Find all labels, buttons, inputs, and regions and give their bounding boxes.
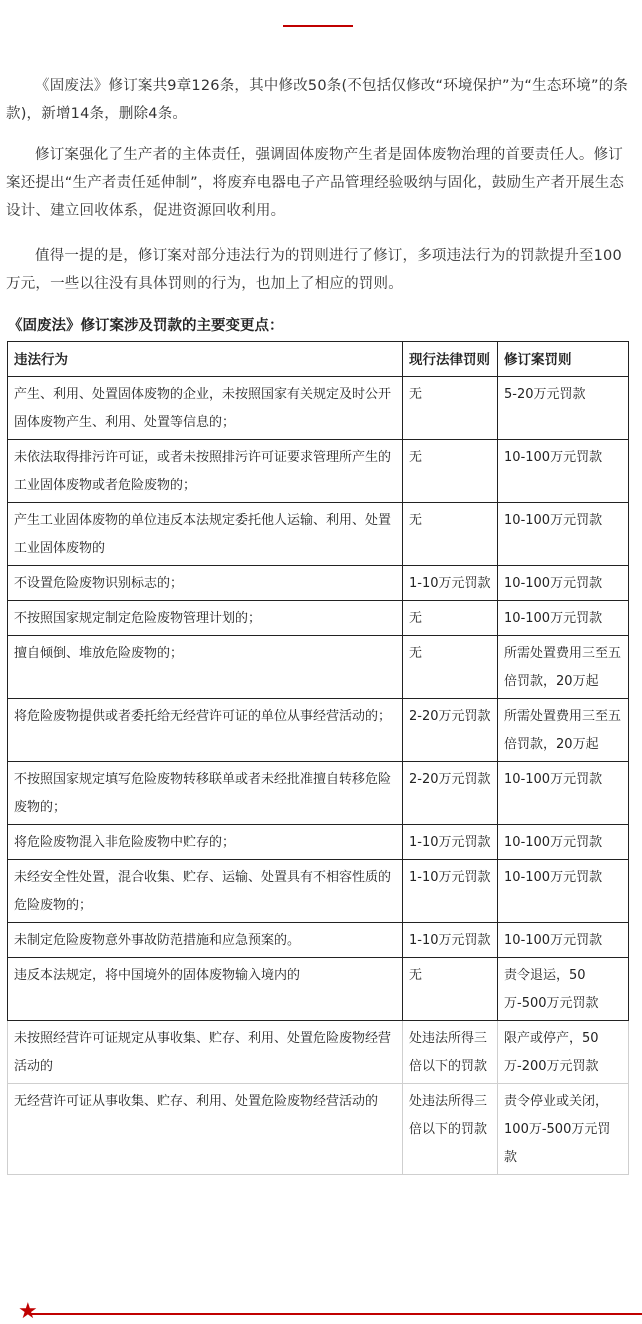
cell-revised-penalty: 限产或停产，50万-200万元罚款 <box>498 1021 629 1084</box>
cell-violation: 不设置危险废物识别标志的； <box>8 566 403 601</box>
cell-violation: 产生工业固体废物的单位违反本法规定委托他人运输、利用、处置工业固体废物的 <box>8 503 403 566</box>
header-revised-penalty: 修订案罚则 <box>498 342 629 377</box>
cell-violation: 违反本法规定，将中国境外的固体废物输入境内的 <box>8 958 403 1021</box>
cell-current-penalty: 1-10万元罚款 <box>402 860 497 923</box>
cell-violation: 擅自倾倒、堆放危险废物的； <box>8 636 403 699</box>
cell-revised-penalty: 责令停业或关闭，100万-500万元罚款 <box>498 1084 629 1175</box>
cell-current-penalty: 无 <box>402 440 497 503</box>
cell-revised-penalty: 10-100万元罚款 <box>498 601 629 636</box>
cell-revised-penalty: 10-100万元罚款 <box>498 566 629 601</box>
cell-current-penalty: 无 <box>402 601 497 636</box>
cell-revised-penalty: 10-100万元罚款 <box>498 860 629 923</box>
table-row <box>8 1021 629 1084</box>
table-row <box>8 699 629 762</box>
cell-current-penalty: 1-10万元罚款 <box>402 923 497 958</box>
table-row <box>8 503 629 566</box>
cell-current-penalty: 1-10万元罚款 <box>402 825 497 860</box>
cell-revised-penalty: 所需处置费用三至五倍罚款，20万起 <box>498 636 629 699</box>
cell-revised-penalty: 所需处置费用三至五倍罚款，20万起 <box>498 699 629 762</box>
cell-violation: 将危险废物混入非危险废物中贮存的； <box>8 825 403 860</box>
cell-current-penalty: 1-10万元罚款 <box>402 566 497 601</box>
header-current-penalty: 现行法律罚则 <box>402 342 497 377</box>
cell-violation: 未经安全性处置，混合收集、贮存、运输、处置具有不相容性质的危险废物的； <box>8 860 403 923</box>
table-row <box>8 825 629 860</box>
top-accent-line <box>283 25 353 27</box>
cell-revised-penalty: 5-20万元罚款 <box>498 377 629 440</box>
penalty-comparison-table <box>7 341 629 1175</box>
table-row <box>8 762 629 825</box>
bottom-accent-line <box>30 1313 642 1315</box>
cell-current-penalty: 处违法所得三倍以下的罚款 <box>402 1084 497 1175</box>
section-title: 《固废法》修订案涉及罚款的主要变更点： <box>8 317 284 334</box>
cell-revised-penalty: 10-100万元罚款 <box>498 762 629 825</box>
cell-current-penalty: 无 <box>402 636 497 699</box>
table-row <box>8 860 629 923</box>
cell-violation: 不按照国家规定制定危险废物管理计划的； <box>8 601 403 636</box>
cell-revised-penalty: 责令退运，50万-500万元罚款 <box>498 958 629 1021</box>
cell-revised-penalty: 10-100万元罚款 <box>498 440 629 503</box>
table-row <box>8 923 629 958</box>
cell-current-penalty: 处违法所得三倍以下的罚款 <box>402 1021 497 1084</box>
cell-current-penalty: 无 <box>402 958 497 1021</box>
intro-paragraph-1: 《固废法》修订案共9章126条，其中修改50条(不包括仅修改“环境保护”为“生态环境”的条款)，新增14条，删除4条。 <box>6 78 629 122</box>
cell-current-penalty: 2-20万元罚款 <box>402 762 497 825</box>
table-header-row <box>8 342 629 377</box>
table-row <box>8 377 629 440</box>
table-row <box>8 440 629 503</box>
table-row <box>8 958 629 1021</box>
intro-paragraph-2: 修订案强化了生产者的主体责任，强调固体废物产生者是固体废物治理的首要责任人。修订案还提出“生产者责任延伸制”，将废弃电器电子产品管理经验吸纳与固化，鼓励生产者开展生态设计、建立回收体系，促进资源回收利用。 <box>6 147 625 219</box>
cell-revised-penalty: 10-100万元罚款 <box>498 923 629 958</box>
cell-violation: 无经营许可证从事收集、贮存、利用、处置危险废物经营活动的 <box>8 1084 403 1175</box>
cell-violation: 未按照经营许可证规定从事收集、贮存、利用、处置危险废物经营活动的 <box>8 1021 403 1084</box>
cell-violation: 未依法取得排污许可证，或者未按照排污许可证要求管理所产生的工业固体废物或者危险废物的； <box>8 440 403 503</box>
cell-current-penalty: 2-20万元罚款 <box>402 699 497 762</box>
cell-current-penalty: 无 <box>402 377 497 440</box>
cell-violation: 产生、利用、处置固体废物的企业，未按照国家有关规定及时公开固体废物产生、利用、处置等信息的； <box>8 377 403 440</box>
cell-current-penalty: 无 <box>402 503 497 566</box>
star-icon: ★ <box>18 1299 38 1324</box>
cell-violation: 将危险废物提供或者委托给无经营许可证的单位从事经营活动的； <box>8 699 403 762</box>
header-violation: 违法行为 <box>8 342 403 377</box>
cell-revised-penalty: 10-100万元罚款 <box>498 825 629 860</box>
table-row <box>8 601 629 636</box>
cell-violation: 未制定危险废物意外事故防范措施和应急预案的。 <box>8 923 403 958</box>
table-row <box>8 1084 629 1175</box>
cell-revised-penalty: 10-100万元罚款 <box>498 503 629 566</box>
cell-violation: 不按照国家规定填写危险废物转移联单或者未经批准擅自转移危险废物的； <box>8 762 403 825</box>
table-row <box>8 566 629 601</box>
intro-paragraph-3: 值得一提的是，修订案对部分违法行为的罚则进行了修订，多项违法行为的罚款提升至100万元，一些以往没有具体罚则的行为，也加上了相应的罚则。 <box>6 248 622 292</box>
table-row <box>8 636 629 699</box>
